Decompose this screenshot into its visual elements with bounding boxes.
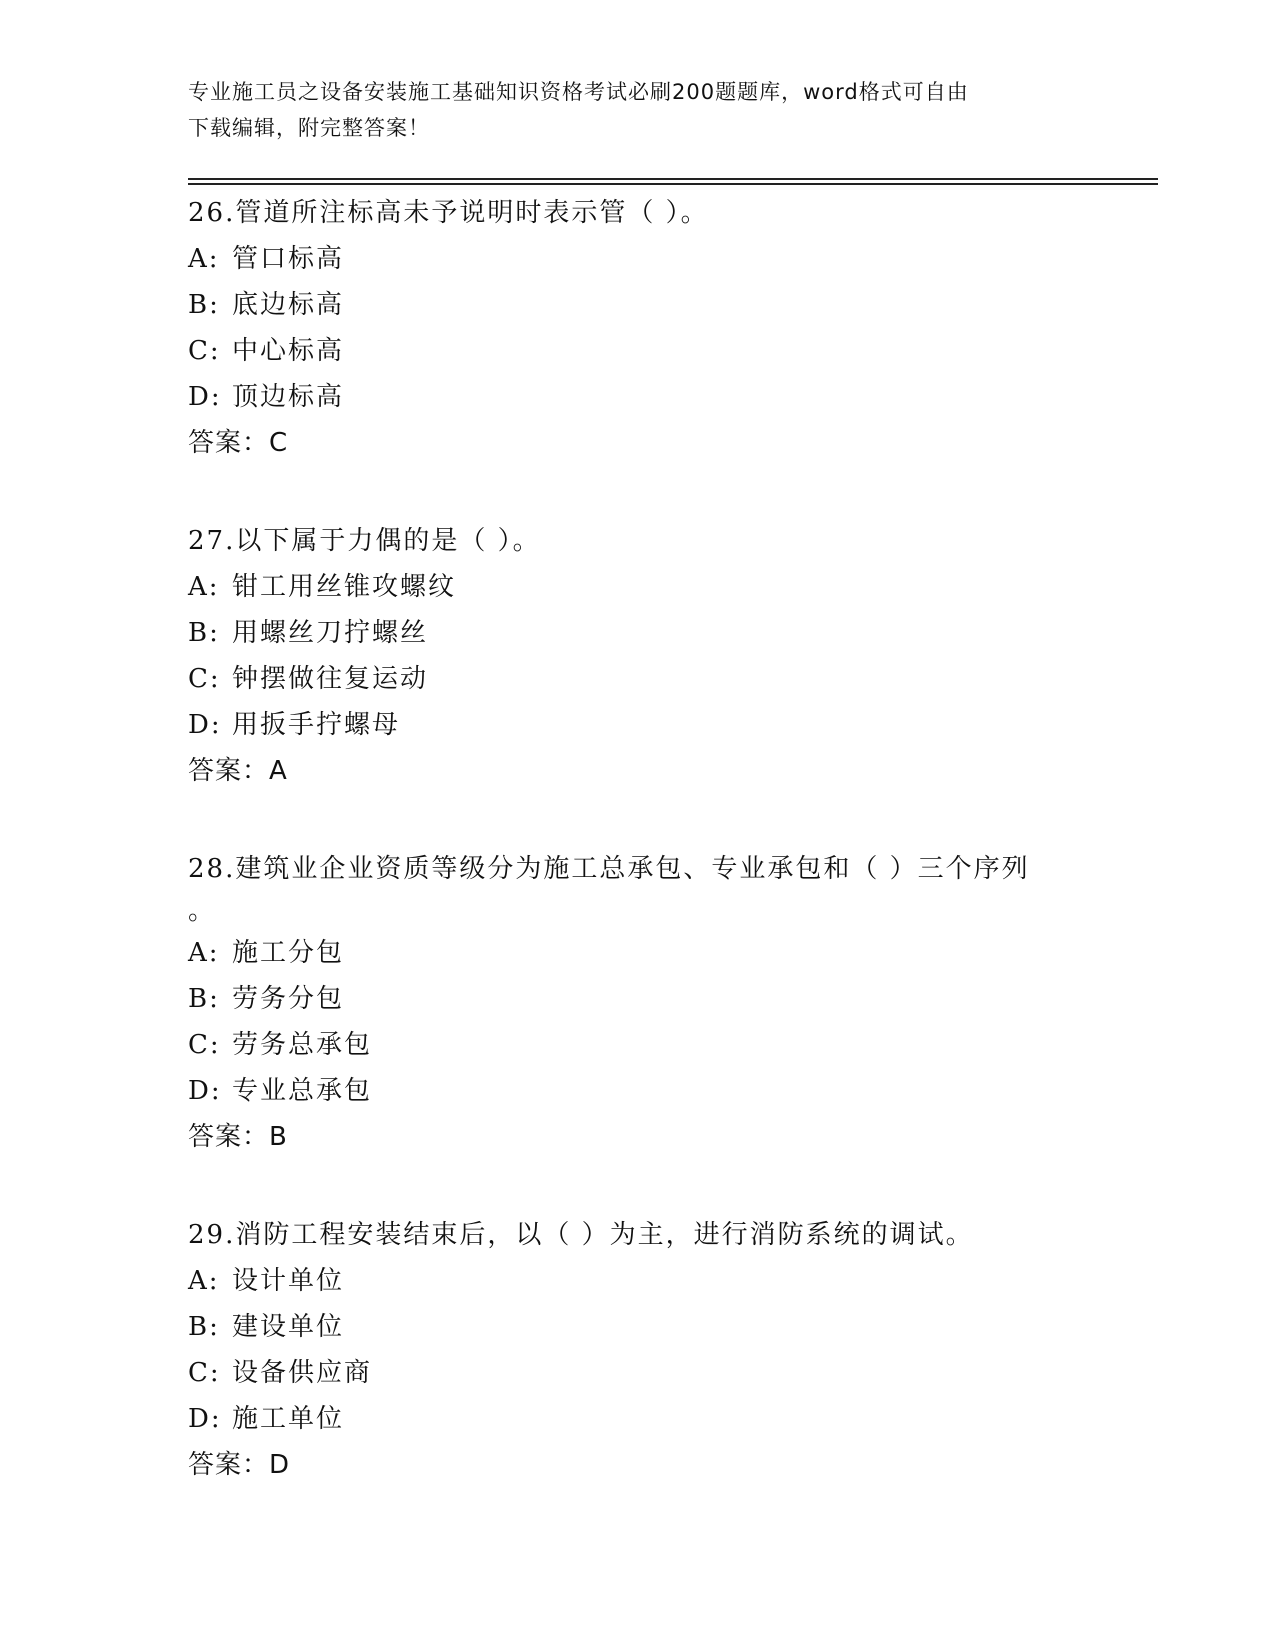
option-letter: B:: [188, 290, 220, 320]
option-letter: A:: [188, 572, 220, 602]
option-text: 施工分包: [232, 938, 345, 968]
option-text: 底边标高: [232, 290, 345, 320]
question-item: [188, 1212, 1088, 1488]
option-text: 建设单位: [232, 1312, 345, 1342]
option-text: 施工单位: [232, 1404, 345, 1434]
option-text: 专业总承包: [232, 1076, 373, 1106]
option-a: [188, 1258, 1088, 1304]
option-text: 钟摆做往复运动: [232, 664, 429, 694]
answer-line: 答案：B: [188, 1122, 288, 1152]
option-text: 用扳手拧螺母: [232, 710, 401, 740]
question-text: 以下属于力偶的是（ ）。: [235, 526, 541, 556]
option-d: [188, 374, 1088, 420]
question-number: 28.: [188, 854, 236, 884]
question-text: 消防工程安装结束后，以（ ）为主，进行消防系统的调试。: [235, 1220, 974, 1250]
option-letter: D:: [188, 1404, 222, 1434]
question-title: [188, 1212, 1088, 1258]
option-text: 钳工用丝锥攻螺纹: [232, 572, 457, 602]
option-letter: C:: [188, 664, 221, 694]
option-c: [188, 1350, 1088, 1396]
option-letter: D:: [188, 382, 222, 412]
option-a: [188, 236, 1088, 282]
question-title: [188, 190, 1088, 236]
answer-line: 答案：C: [188, 428, 289, 458]
document-header: [188, 74, 1088, 146]
question-item: [188, 846, 1088, 1160]
option-letter: C:: [188, 336, 221, 366]
header-divider-bottom: [188, 183, 1158, 185]
option-c: [188, 1022, 1088, 1068]
option-text: 劳务总承包: [232, 1030, 373, 1060]
question-text: 建筑业企业资质等级分为施工总承包、专业承包和（ ）三个序列: [235, 854, 1030, 884]
option-a: [188, 930, 1088, 976]
option-letter: B:: [188, 618, 220, 648]
option-text: 设备供应商: [232, 1358, 373, 1388]
option-letter: B:: [188, 1312, 220, 1342]
question-item: [188, 518, 1088, 794]
question-number: 26.: [188, 198, 236, 228]
question-title: [188, 846, 1088, 892]
option-b: [188, 1304, 1088, 1350]
option-text: 劳务分包: [232, 984, 345, 1014]
option-d: [188, 1396, 1088, 1442]
header-line-1: 专业施工员之设备安装施工基础知识资格考试必刷200题题库，word格式可自由: [188, 80, 969, 104]
option-d: [188, 702, 1088, 748]
option-letter: C:: [188, 1358, 221, 1388]
question-number: 29.: [188, 1220, 236, 1250]
option-b: [188, 282, 1088, 328]
option-c: [188, 656, 1088, 702]
option-letter: B:: [188, 984, 220, 1014]
question-text-continuation: 。: [188, 896, 215, 926]
answer-line: 答案：D: [188, 1450, 291, 1480]
header-line-2: 下载编辑，附完整答案！: [188, 116, 430, 140]
option-text: 顶边标高: [232, 382, 345, 412]
option-c: [188, 328, 1088, 374]
question-number: 27.: [188, 526, 236, 556]
option-letter: D:: [188, 1076, 222, 1106]
option-text: 中心标高: [232, 336, 345, 366]
option-a: [188, 564, 1088, 610]
option-text: 管口标高: [232, 244, 345, 274]
option-letter: D:: [188, 710, 222, 740]
question-title: [188, 518, 1088, 564]
option-b: [188, 610, 1088, 656]
option-letter: A:: [188, 244, 220, 274]
option-letter: C:: [188, 1030, 221, 1060]
question-text: 管道所注标高未予说明时表示管（ ）。: [235, 198, 709, 228]
option-text: 用螺丝刀拧螺丝: [232, 618, 429, 648]
option-letter: A:: [188, 938, 220, 968]
option-letter: A:: [188, 1266, 220, 1296]
question-list: [188, 190, 1088, 1540]
answer-line: 答案：A: [188, 756, 288, 786]
header-divider-top: [188, 178, 1158, 180]
option-d: [188, 1068, 1088, 1114]
question-item: [188, 190, 1088, 466]
option-text: 设计单位: [232, 1266, 345, 1296]
option-b: [188, 976, 1088, 1022]
